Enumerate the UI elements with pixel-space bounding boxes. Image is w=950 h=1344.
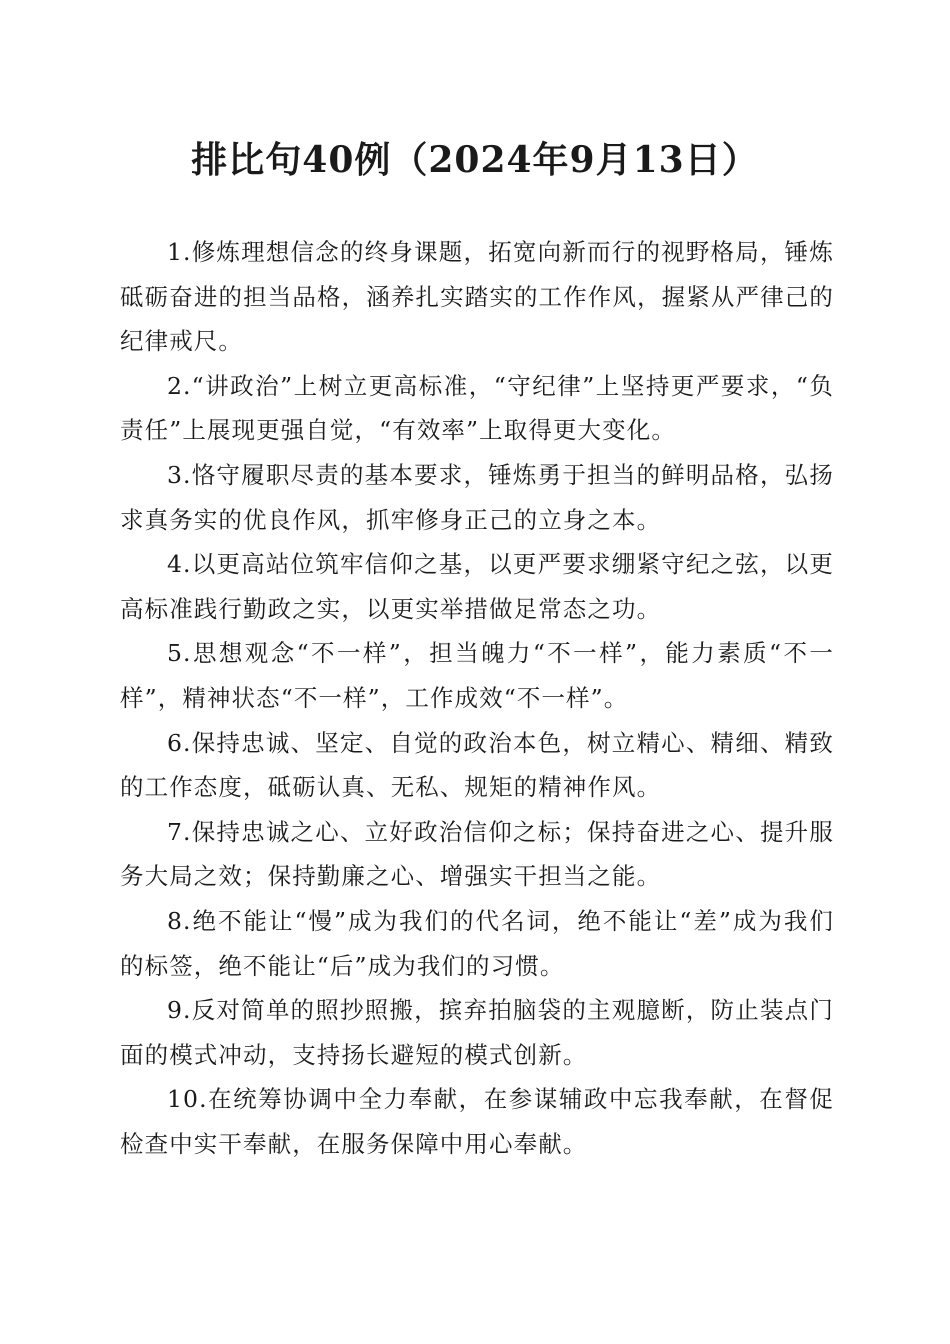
paragraph-6: 6.保持忠诚、坚定、自觉的政治本色，树立精心、精细、精致的工作态度，砥砺认真、无私、规矩的精神作风。: [120, 728, 834, 802]
page-title: 排比句40例（2024年9月13日）: [191, 139, 759, 181]
paragraph-8: 8.绝不能让“慢”成为我们的代名词，绝不能让“差”成为我们的标签，绝不能让“后”成为我们的习惯。: [120, 906, 834, 980]
paragraph-5: 5.思想观念“不一样”，担当魄力“不一样”，能力素质“不一样”，精神状态“不一样”，工作成效“不一样”。: [120, 639, 834, 712]
paragraph-7: 7.保持忠诚之心、立好政治信仰之标；保持奋进之心、提升服务大局之效；保持勤廉之心、增强实干担当之能。: [120, 817, 834, 891]
paragraph-1: 1.修炼理想信念的终身课题，拓宽向新而行的视野格局，锤炼砥砺奋进的担当品格，涵养扎实踏实的工作作风，握紧从严律己的纪律戒尺。: [120, 238, 834, 356]
paragraph-9: 9.反对简单的照抄照搬，摈弃拍脑袋的主观臆断，防止装点门面的模式冲动，支持扬长避短的模式创新。: [120, 996, 834, 1069]
document-body: [120, 230, 834, 1166]
paragraph-2: 2.“讲政治”上树立更高标准，“守纪律”上坚持更严要求，“负责任”上展现更强自觉，“有效率”上取得更大变化。: [120, 371, 834, 445]
paragraph-10: 10.在统筹协调中全力奉献，在参谋辅政中忘我奉献，在督促检查中实干奉献，在服务保障中用心奉献。: [120, 1085, 834, 1158]
paragraph-4: 4.以更高站位筑牢信仰之基，以更严要求绷紧守纪之弦，以更高标准践行勤政之实，以更实举措做足常态之功。: [120, 550, 834, 623]
paragraph-3: 3.恪守履职尽责的基本要求，锤炼勇于担当的鲜明品格，弘扬求真务实的优良作风，抓牢修身正己的立身之本。: [120, 460, 834, 534]
